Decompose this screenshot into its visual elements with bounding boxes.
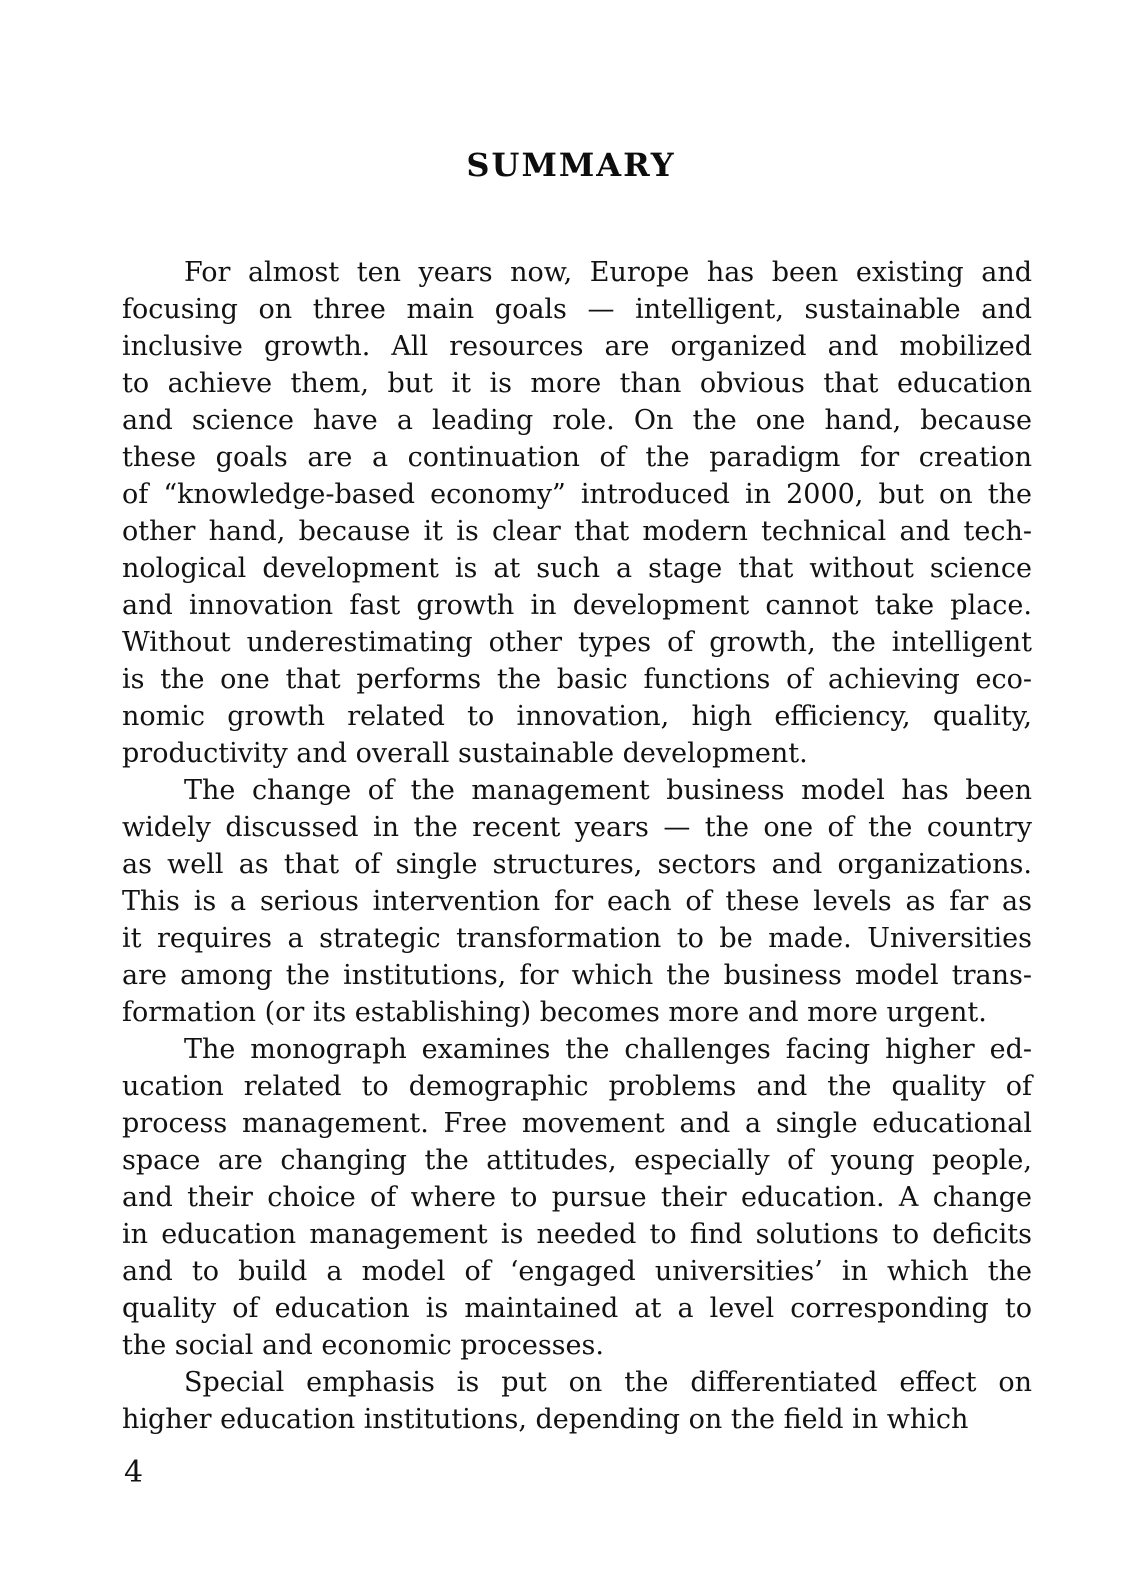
text-line: of “knowledge-based economy” introduced in 2000, but on the (122, 479, 1032, 510)
text-line: formation (or its establishing) becomes more and more urgent. (122, 997, 987, 1028)
text-line: other hand, because it is clear that modern technical and tech- (122, 516, 1032, 547)
text-line: focusing on three main goals — intelligent, sustainable and (122, 294, 1032, 325)
paragraph (122, 1364, 1032, 1438)
text-line: inclusive growth. All resources are organized and mobilized (122, 331, 1032, 362)
text-line: Special emphasis is put on the differentiated effect on (184, 1367, 1032, 1398)
text-line: process management. Free movement and a single educational (122, 1108, 1032, 1139)
text-line: and innovation fast growth in development cannot take place. (122, 590, 1032, 621)
text-line: is the one that performs the basic functions of achieving eco- (122, 664, 1032, 695)
text-line: productivity and overall sustainable development. (122, 738, 808, 769)
text-line: The monograph examines the challenges facing higher ed- (184, 1034, 1032, 1065)
text-line: space are changing the attitudes, especially of young people, (122, 1145, 1032, 1176)
text-line: For almost ten years now, Europe has been existing and (184, 257, 1032, 288)
text-line: it requires a strategic transformation to be made. Universities (122, 923, 1032, 954)
text-line: This is a serious intervention for each of these levels as far as (122, 886, 1032, 917)
text-line: Without underestimating other types of growth, the intelligent (122, 627, 1032, 658)
text-line: nological development is at such a stage that without science (122, 553, 1032, 584)
text-line: nomic growth related to innovation, high efficiency, quality, (122, 701, 1032, 732)
text-line: these goals are a continuation of the paradigm for creation (122, 442, 1032, 473)
text-line: are among the institutions, for which the business model trans- (122, 960, 1032, 991)
text-line: ucation related to demographic problems and the quality of (122, 1071, 1032, 1102)
text-line: and science have a leading role. On the one hand, because (122, 405, 1032, 436)
paragraph (122, 772, 1032, 1031)
text-line: quality of education is maintained at a level corresponding to (122, 1293, 1032, 1324)
text-line: in education management is needed to find solutions to deficits (122, 1219, 1032, 1250)
text-line: the social and economic processes. (122, 1330, 604, 1361)
text-line: The change of the management business model has been (184, 775, 1032, 806)
paragraph (122, 254, 1032, 772)
text-line: to achieve them, but it is more than obvious that education (122, 368, 1032, 399)
text-line: higher education institutions, depending on the field in which (122, 1404, 969, 1435)
text-line: as well as that of single structures, sectors and organizations. (122, 849, 1032, 880)
page-number: 4 (124, 1455, 144, 1490)
text-line: widely discussed in the recent years — the one of the country (122, 812, 1032, 843)
text-line: and their choice of where to pursue their education. A change (122, 1182, 1032, 1213)
page-body (122, 254, 1032, 1438)
page-title: SUMMARY (466, 146, 676, 184)
paragraph (122, 1031, 1032, 1364)
text-line: and to build a model of ‘engaged universities’ in which the (122, 1256, 1032, 1287)
